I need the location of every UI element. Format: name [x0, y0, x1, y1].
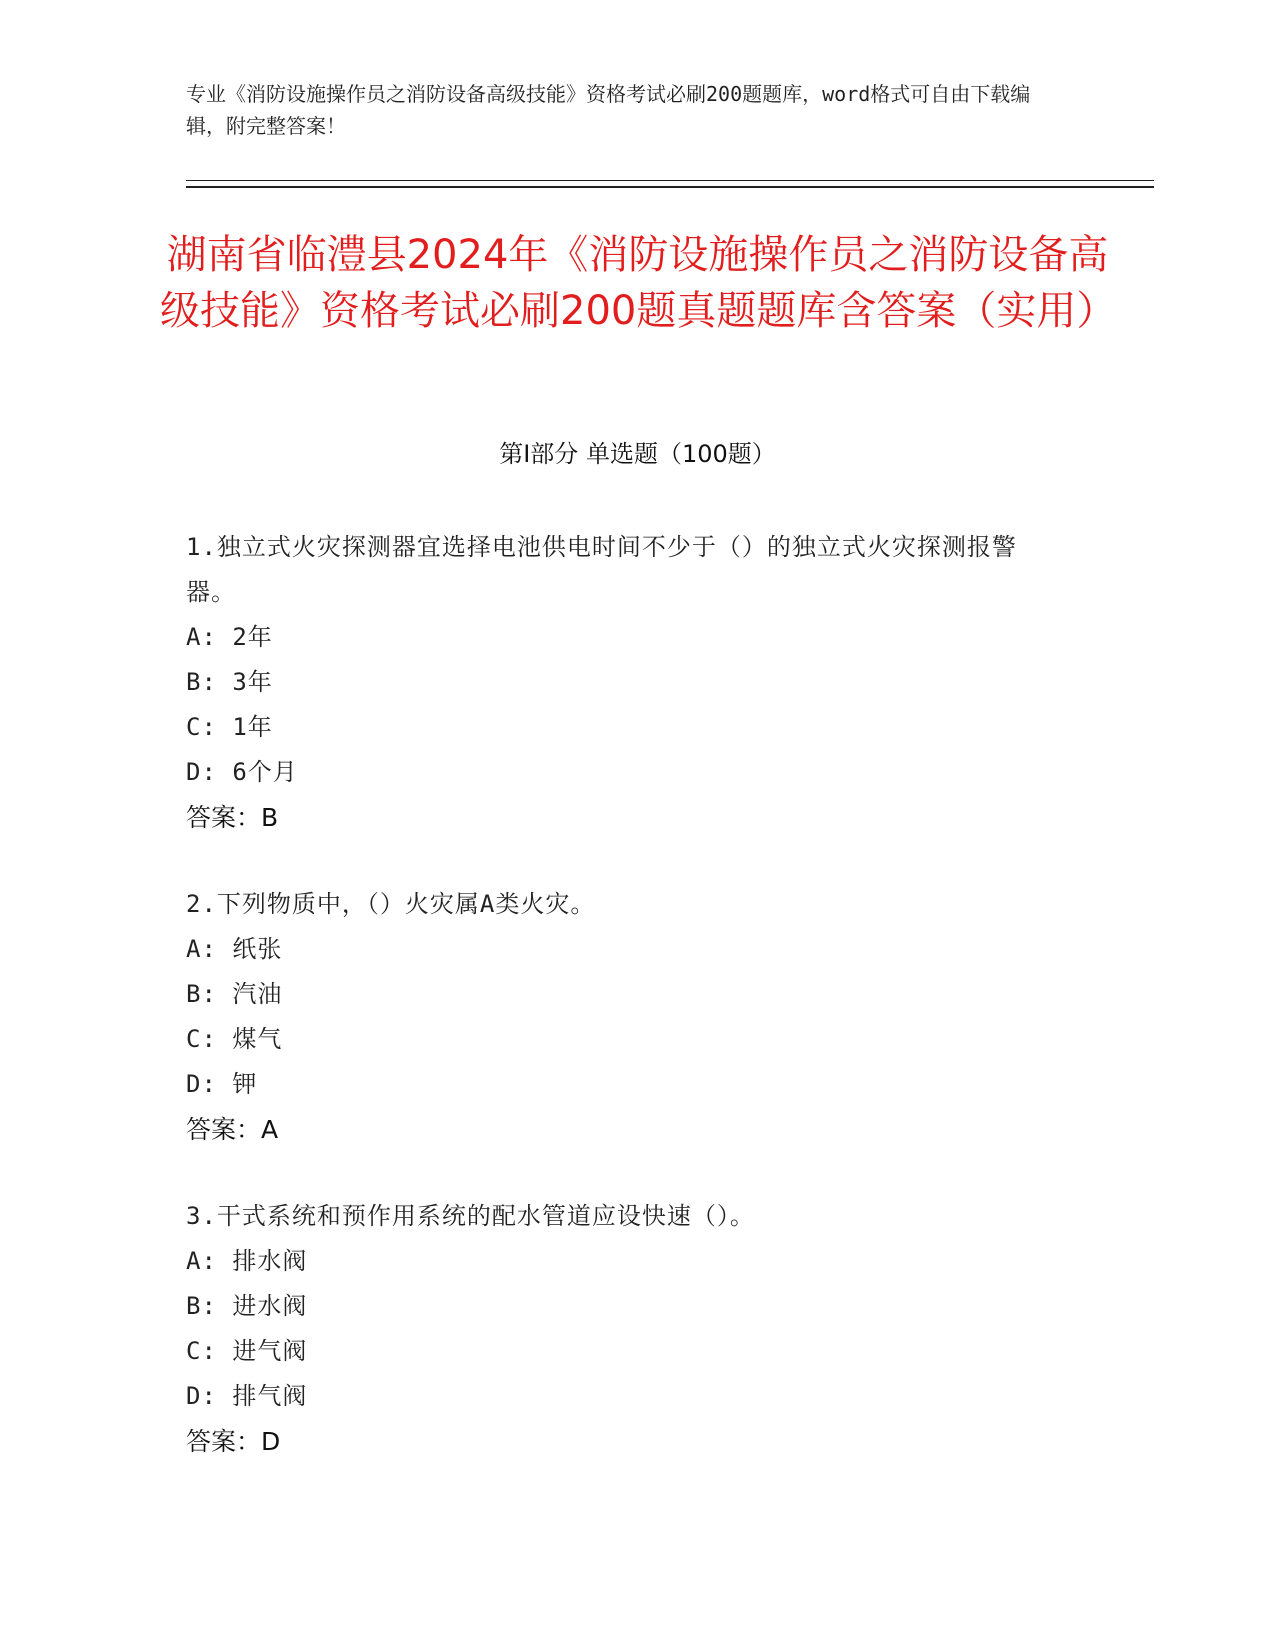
option-c: C: 1年	[186, 713, 273, 741]
question-2	[186, 882, 1066, 1152]
question-text: 1.独立式火灾探测器宜选择电池供电时间不少于（）的独立式火灾探测报警器。	[186, 533, 1017, 606]
question-text: 3.干式系统和预作用系统的配水管道应设快速（）。	[186, 1202, 755, 1230]
option-a: A: 2年	[186, 623, 273, 651]
option-c: C: 进气阀	[186, 1337, 308, 1365]
option-b: B: 3年	[186, 668, 273, 696]
option-d: D: 6个月	[186, 758, 298, 786]
document-title: 湖南省临澧县2024年《消防设施操作员之消防设备高级技能》资格考试必刷200题真题题库含答案（实用）	[160, 232, 1117, 334]
option-a: A: 排水阀	[186, 1247, 308, 1275]
option-b: B: 进水阀	[186, 1292, 308, 1320]
question-text: 2.下列物质中，（）火灾属A类火灾。	[186, 890, 596, 918]
option-b: B: 汽油	[186, 980, 283, 1008]
question-3	[186, 1194, 1066, 1464]
answer: 答案：B	[186, 803, 279, 832]
question-list	[186, 525, 1066, 1506]
section-title: 第I部分 单选题（100题）	[499, 440, 776, 468]
header-divider-thin	[186, 180, 1154, 181]
option-d: D: 钾	[186, 1070, 258, 1098]
header-divider-thick	[186, 186, 1154, 188]
option-c: C: 煤气	[186, 1025, 283, 1053]
option-a: A: 纸张	[186, 935, 283, 963]
header-note: 专业《消防设施操作员之消防设备高级技能》资格考试必刷200题题库，word格式可自由下载编辑，附完整答案！	[186, 82, 1031, 138]
question-1	[186, 525, 1066, 840]
answer: 答案：A	[186, 1115, 279, 1144]
answer: 答案：D	[186, 1427, 281, 1456]
option-d: D: 排气阀	[186, 1382, 308, 1410]
